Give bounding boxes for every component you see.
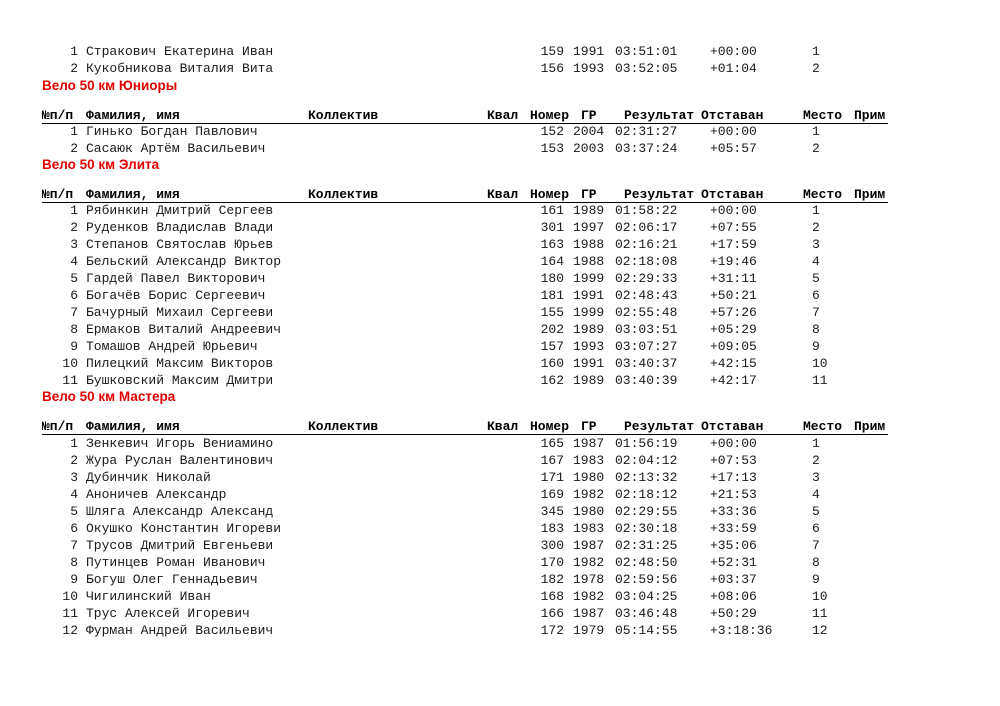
- athlete-name: Трусов Дмитрий Евгеньеви: [86, 538, 274, 553]
- time-gap: +05:29: [710, 322, 757, 337]
- birth-year: 1980: [573, 470, 605, 485]
- place: 2: [812, 220, 820, 235]
- place: 1: [812, 436, 820, 451]
- row-number: 10: [62, 356, 78, 371]
- header-gap: Отставан: [701, 187, 764, 202]
- table-row: [0, 605, 1000, 622]
- time-gap: +07:55: [710, 220, 757, 235]
- table-row: [0, 435, 1000, 452]
- place: 2: [812, 453, 820, 468]
- place: 8: [812, 555, 820, 570]
- birth-year: 1988: [573, 254, 605, 269]
- header-year: ГР: [581, 419, 597, 434]
- header-num: №п/п: [42, 108, 74, 123]
- table-row: [0, 520, 1000, 537]
- result-time: 02:18:12: [615, 487, 678, 502]
- time-gap: +57:26: [710, 305, 757, 320]
- table-header: [0, 418, 1000, 435]
- place: 1: [812, 44, 820, 59]
- place: 5: [812, 504, 820, 519]
- athlete-name: Богуш Олег Геннадьевич: [86, 572, 258, 587]
- header-result: Результат: [624, 419, 695, 434]
- athlete-name: Бушковский Максим Дмитри: [86, 373, 274, 388]
- bib-number: 156: [540, 61, 564, 76]
- place: 11: [812, 606, 828, 621]
- athlete-name: Гинько Богдан Павлович: [86, 124, 258, 139]
- table-row: [0, 202, 1000, 219]
- bib-number: 180: [540, 271, 564, 286]
- athlete-name: Чигилинский Иван: [86, 589, 211, 604]
- table-row: [0, 588, 1000, 605]
- time-gap: +42:15: [710, 356, 757, 371]
- row-number: 8: [70, 555, 78, 570]
- time-gap: +42:17: [710, 373, 757, 388]
- row-number: 1: [70, 124, 78, 139]
- result-time: 02:31:27: [615, 124, 678, 139]
- table-row: [0, 123, 1000, 140]
- bib-number: 170: [540, 555, 564, 570]
- row-number: 6: [70, 288, 78, 303]
- bib-number: 161: [540, 203, 564, 218]
- row-number: 3: [70, 237, 78, 252]
- place: 2: [812, 61, 820, 76]
- time-gap: +33:59: [710, 521, 757, 536]
- athlete-name: Кукобникова Виталия Вита: [86, 61, 274, 76]
- athlete-name: Бельский Александр Виктор: [86, 254, 282, 269]
- row-number: 1: [70, 44, 78, 59]
- athlete-name: Томашов Андрей Юрьевич: [86, 339, 258, 354]
- header-num: №п/п: [42, 419, 74, 434]
- result-time: 02:48:43: [615, 288, 678, 303]
- header-place: Место: [803, 187, 843, 202]
- result-time: 01:56:19: [615, 436, 678, 451]
- birth-year: 1982: [573, 589, 605, 604]
- bib-number: 152: [540, 124, 564, 139]
- athlete-name: Дубинчик Николай: [86, 470, 211, 485]
- athlete-name: Жура Руслан Валентинович: [86, 453, 274, 468]
- row-number: 2: [70, 141, 78, 156]
- result-time: 01:58:22: [615, 203, 678, 218]
- time-gap: +00:00: [710, 203, 757, 218]
- header-result: Результат: [624, 187, 695, 202]
- row-number: 11: [62, 606, 78, 621]
- row-number: 5: [70, 271, 78, 286]
- table-row: [0, 372, 1000, 389]
- time-gap: +50:29: [710, 606, 757, 621]
- birth-year: 2004: [573, 124, 605, 139]
- table-row: [0, 236, 1000, 253]
- row-number: 7: [70, 305, 78, 320]
- table-row: [0, 355, 1000, 372]
- time-gap: +50:21: [710, 288, 757, 303]
- row-number: 1: [70, 436, 78, 451]
- table-row: [0, 140, 1000, 157]
- row-number: 2: [70, 453, 78, 468]
- header-note: Прим: [854, 419, 886, 434]
- row-number: 4: [70, 254, 78, 269]
- bib-number: 165: [540, 436, 564, 451]
- table-row: [0, 270, 1000, 287]
- result-time: 03:46:48: [615, 606, 678, 621]
- athlete-name: Стракович Екатерина Иван: [86, 44, 274, 59]
- result-time: 02:55:48: [615, 305, 678, 320]
- athlete-name: Степанов Святослав Юрьев: [86, 237, 274, 252]
- header-note: Прим: [854, 187, 886, 202]
- birth-year: 1997: [573, 220, 605, 235]
- time-gap: +08:06: [710, 589, 757, 604]
- place: 10: [812, 589, 828, 604]
- result-time: 03:40:37: [615, 356, 678, 371]
- bib-number: 181: [540, 288, 564, 303]
- bib-number: 183: [540, 521, 564, 536]
- header-bib: Номер: [530, 187, 570, 202]
- place: 11: [812, 373, 828, 388]
- birth-year: 1999: [573, 271, 605, 286]
- time-gap: +05:57: [710, 141, 757, 156]
- time-gap: +17:13: [710, 470, 757, 485]
- bib-number: 172: [540, 623, 564, 638]
- birth-year: 1980: [573, 504, 605, 519]
- result-time: 02:06:17: [615, 220, 678, 235]
- time-gap: +3:18:36: [710, 623, 773, 638]
- birth-year: 1982: [573, 555, 605, 570]
- table-row: [0, 486, 1000, 503]
- header-team: Коллектив: [308, 108, 379, 123]
- row-number: 1: [70, 203, 78, 218]
- row-number: 2: [70, 61, 78, 76]
- row-number: 11: [62, 373, 78, 388]
- bib-number: 345: [540, 504, 564, 519]
- bib-number: 162: [540, 373, 564, 388]
- header-qual: Квал: [487, 108, 519, 123]
- time-gap: +00:00: [710, 44, 757, 59]
- athlete-name: Богачёв Борис Сергеевич: [86, 288, 266, 303]
- result-time: 02:31:25: [615, 538, 678, 553]
- athlete-name: Шляга Александр Александ: [86, 504, 274, 519]
- table-row: [0, 469, 1000, 486]
- athlete-name: Пилецкий Максим Викторов: [86, 356, 274, 371]
- bib-number: 202: [540, 322, 564, 337]
- header-name: Фамилия, имя: [86, 419, 180, 434]
- bib-number: 167: [540, 453, 564, 468]
- birth-year: 1989: [573, 203, 605, 218]
- place: 8: [812, 322, 820, 337]
- header-year: ГР: [581, 108, 597, 123]
- place: 12: [812, 623, 828, 638]
- time-gap: +00:00: [710, 436, 757, 451]
- birth-year: 1993: [573, 61, 605, 76]
- bib-number: 157: [540, 339, 564, 354]
- header-team: Коллектив: [308, 187, 379, 202]
- place: 4: [812, 254, 820, 269]
- bib-number: 153: [540, 141, 564, 156]
- result-time: 03:37:24: [615, 141, 678, 156]
- bib-number: 169: [540, 487, 564, 502]
- header-gap: Отставан: [701, 108, 764, 123]
- bib-number: 163: [540, 237, 564, 252]
- header-year: ГР: [581, 187, 597, 202]
- table-row: [0, 321, 1000, 338]
- place: 2: [812, 141, 820, 156]
- header-place: Место: [803, 419, 843, 434]
- row-number: 4: [70, 487, 78, 502]
- athlete-name: Ермаков Виталий Андреевич: [86, 322, 282, 337]
- birth-year: 1989: [573, 373, 605, 388]
- athlete-name: Сасаюк Артём Васильевич: [86, 141, 266, 156]
- time-gap: +33:36: [710, 504, 757, 519]
- row-number: 9: [70, 339, 78, 354]
- row-number: 2: [70, 220, 78, 235]
- header-name: Фамилия, имя: [86, 108, 180, 123]
- header-qual: Квал: [487, 187, 519, 202]
- bib-number: 300: [540, 538, 564, 553]
- time-gap: +21:53: [710, 487, 757, 502]
- row-number: 8: [70, 322, 78, 337]
- header-result: Результат: [624, 108, 695, 123]
- table-row: [0, 622, 1000, 639]
- result-time: 02:29:55: [615, 504, 678, 519]
- row-number: 12: [62, 623, 78, 638]
- header-qual: Квал: [487, 419, 519, 434]
- birth-year: 1982: [573, 487, 605, 502]
- result-time: 02:48:50: [615, 555, 678, 570]
- time-gap: +17:59: [710, 237, 757, 252]
- bib-number: 160: [540, 356, 564, 371]
- bib-number: 168: [540, 589, 564, 604]
- place: 3: [812, 470, 820, 485]
- athlete-name: Зенкевич Игорь Вениамино: [86, 436, 274, 451]
- place: 1: [812, 203, 820, 218]
- birth-year: 2003: [573, 141, 605, 156]
- birth-year: 1978: [573, 572, 605, 587]
- place: 5: [812, 271, 820, 286]
- table-row: [0, 571, 1000, 588]
- table-row: [0, 537, 1000, 554]
- bib-number: 166: [540, 606, 564, 621]
- table-row: [0, 304, 1000, 321]
- place: 6: [812, 288, 820, 303]
- table-row: [0, 219, 1000, 236]
- row-number: 6: [70, 521, 78, 536]
- time-gap: +03:37: [710, 572, 757, 587]
- birth-year: 1988: [573, 237, 605, 252]
- header-place: Место: [803, 108, 843, 123]
- table-row: [0, 452, 1000, 469]
- place: 6: [812, 521, 820, 536]
- table-row: [0, 43, 1000, 60]
- place: 1: [812, 124, 820, 139]
- result-time: 02:59:56: [615, 572, 678, 587]
- place: 7: [812, 538, 820, 553]
- result-time: 02:04:12: [615, 453, 678, 468]
- place: 4: [812, 487, 820, 502]
- result-time: 03:03:51: [615, 322, 678, 337]
- birth-year: 1991: [573, 44, 605, 59]
- athlete-name: Окушко Константин Игореви: [86, 521, 282, 536]
- table-row: [0, 287, 1000, 304]
- result-time: 02:13:32: [615, 470, 678, 485]
- result-time: 02:16:21: [615, 237, 678, 252]
- row-number: 7: [70, 538, 78, 553]
- athlete-name: Гардей Павел Викторович: [86, 271, 266, 286]
- table-row: [0, 503, 1000, 520]
- bib-number: 182: [540, 572, 564, 587]
- time-gap: +31:11: [710, 271, 757, 286]
- result-time: 02:30:18: [615, 521, 678, 536]
- birth-year: 1983: [573, 453, 605, 468]
- header-note: Прим: [854, 108, 886, 123]
- birth-year: 1979: [573, 623, 605, 638]
- athlete-name: Трус Алексей Игоревич: [86, 606, 250, 621]
- time-gap: +01:04: [710, 61, 757, 76]
- header-bib: Номер: [530, 108, 570, 123]
- table-header: [0, 186, 1000, 203]
- athlete-name: Путинцев Роман Иванович: [86, 555, 266, 570]
- birth-year: 1989: [573, 322, 605, 337]
- bib-number: 171: [540, 470, 564, 485]
- section-title: Вело 50 км Юниоры: [42, 78, 178, 93]
- table-row: [0, 60, 1000, 77]
- birth-year: 1991: [573, 356, 605, 371]
- row-number: 3: [70, 470, 78, 485]
- bib-number: 155: [540, 305, 564, 320]
- birth-year: 1987: [573, 606, 605, 621]
- row-number: 10: [62, 589, 78, 604]
- bib-number: 301: [540, 220, 564, 235]
- result-time: 03:04:25: [615, 589, 678, 604]
- result-time: 03:07:27: [615, 339, 678, 354]
- birth-year: 1983: [573, 521, 605, 536]
- place: 3: [812, 237, 820, 252]
- time-gap: +52:31: [710, 555, 757, 570]
- athlete-name: Бачурный Михаил Сергееви: [86, 305, 274, 320]
- time-gap: +19:46: [710, 254, 757, 269]
- place: 9: [812, 339, 820, 354]
- birth-year: 1987: [573, 436, 605, 451]
- row-number: 9: [70, 572, 78, 587]
- header-name: Фамилия, имя: [86, 187, 180, 202]
- place: 9: [812, 572, 820, 587]
- result-time: 02:29:33: [615, 271, 678, 286]
- header-gap: Отставан: [701, 419, 764, 434]
- time-gap: +07:53: [710, 453, 757, 468]
- result-time: 02:18:08: [615, 254, 678, 269]
- place: 7: [812, 305, 820, 320]
- table-row: [0, 554, 1000, 571]
- section-title: Вело 50 км Элита: [42, 157, 160, 172]
- table-row: [0, 338, 1000, 355]
- result-time: 03:40:39: [615, 373, 678, 388]
- time-gap: +35:06: [710, 538, 757, 553]
- birth-year: 1991: [573, 288, 605, 303]
- result-time: 03:51:01: [615, 44, 678, 59]
- header-team: Коллектив: [308, 419, 379, 434]
- athlete-name: Рябинкин Дмитрий Сергеев: [86, 203, 274, 218]
- athlete-name: Аноничев Александр: [86, 487, 227, 502]
- table-row: [0, 253, 1000, 270]
- header-bib: Номер: [530, 419, 570, 434]
- athlete-name: Руденков Владислав Влади: [86, 220, 274, 235]
- bib-number: 164: [540, 254, 564, 269]
- birth-year: 1999: [573, 305, 605, 320]
- birth-year: 1993: [573, 339, 605, 354]
- time-gap: +00:00: [710, 124, 757, 139]
- header-num: №п/п: [42, 187, 74, 202]
- row-number: 5: [70, 504, 78, 519]
- bib-number: 159: [540, 44, 564, 59]
- place: 10: [812, 356, 828, 371]
- time-gap: +09:05: [710, 339, 757, 354]
- result-time: 03:52:05: [615, 61, 678, 76]
- section-title: Вело 50 км Мастера: [42, 389, 176, 404]
- table-header: [0, 107, 1000, 124]
- athlete-name: Фурман Андрей Васильевич: [86, 623, 274, 638]
- result-time: 05:14:55: [615, 623, 678, 638]
- birth-year: 1987: [573, 538, 605, 553]
